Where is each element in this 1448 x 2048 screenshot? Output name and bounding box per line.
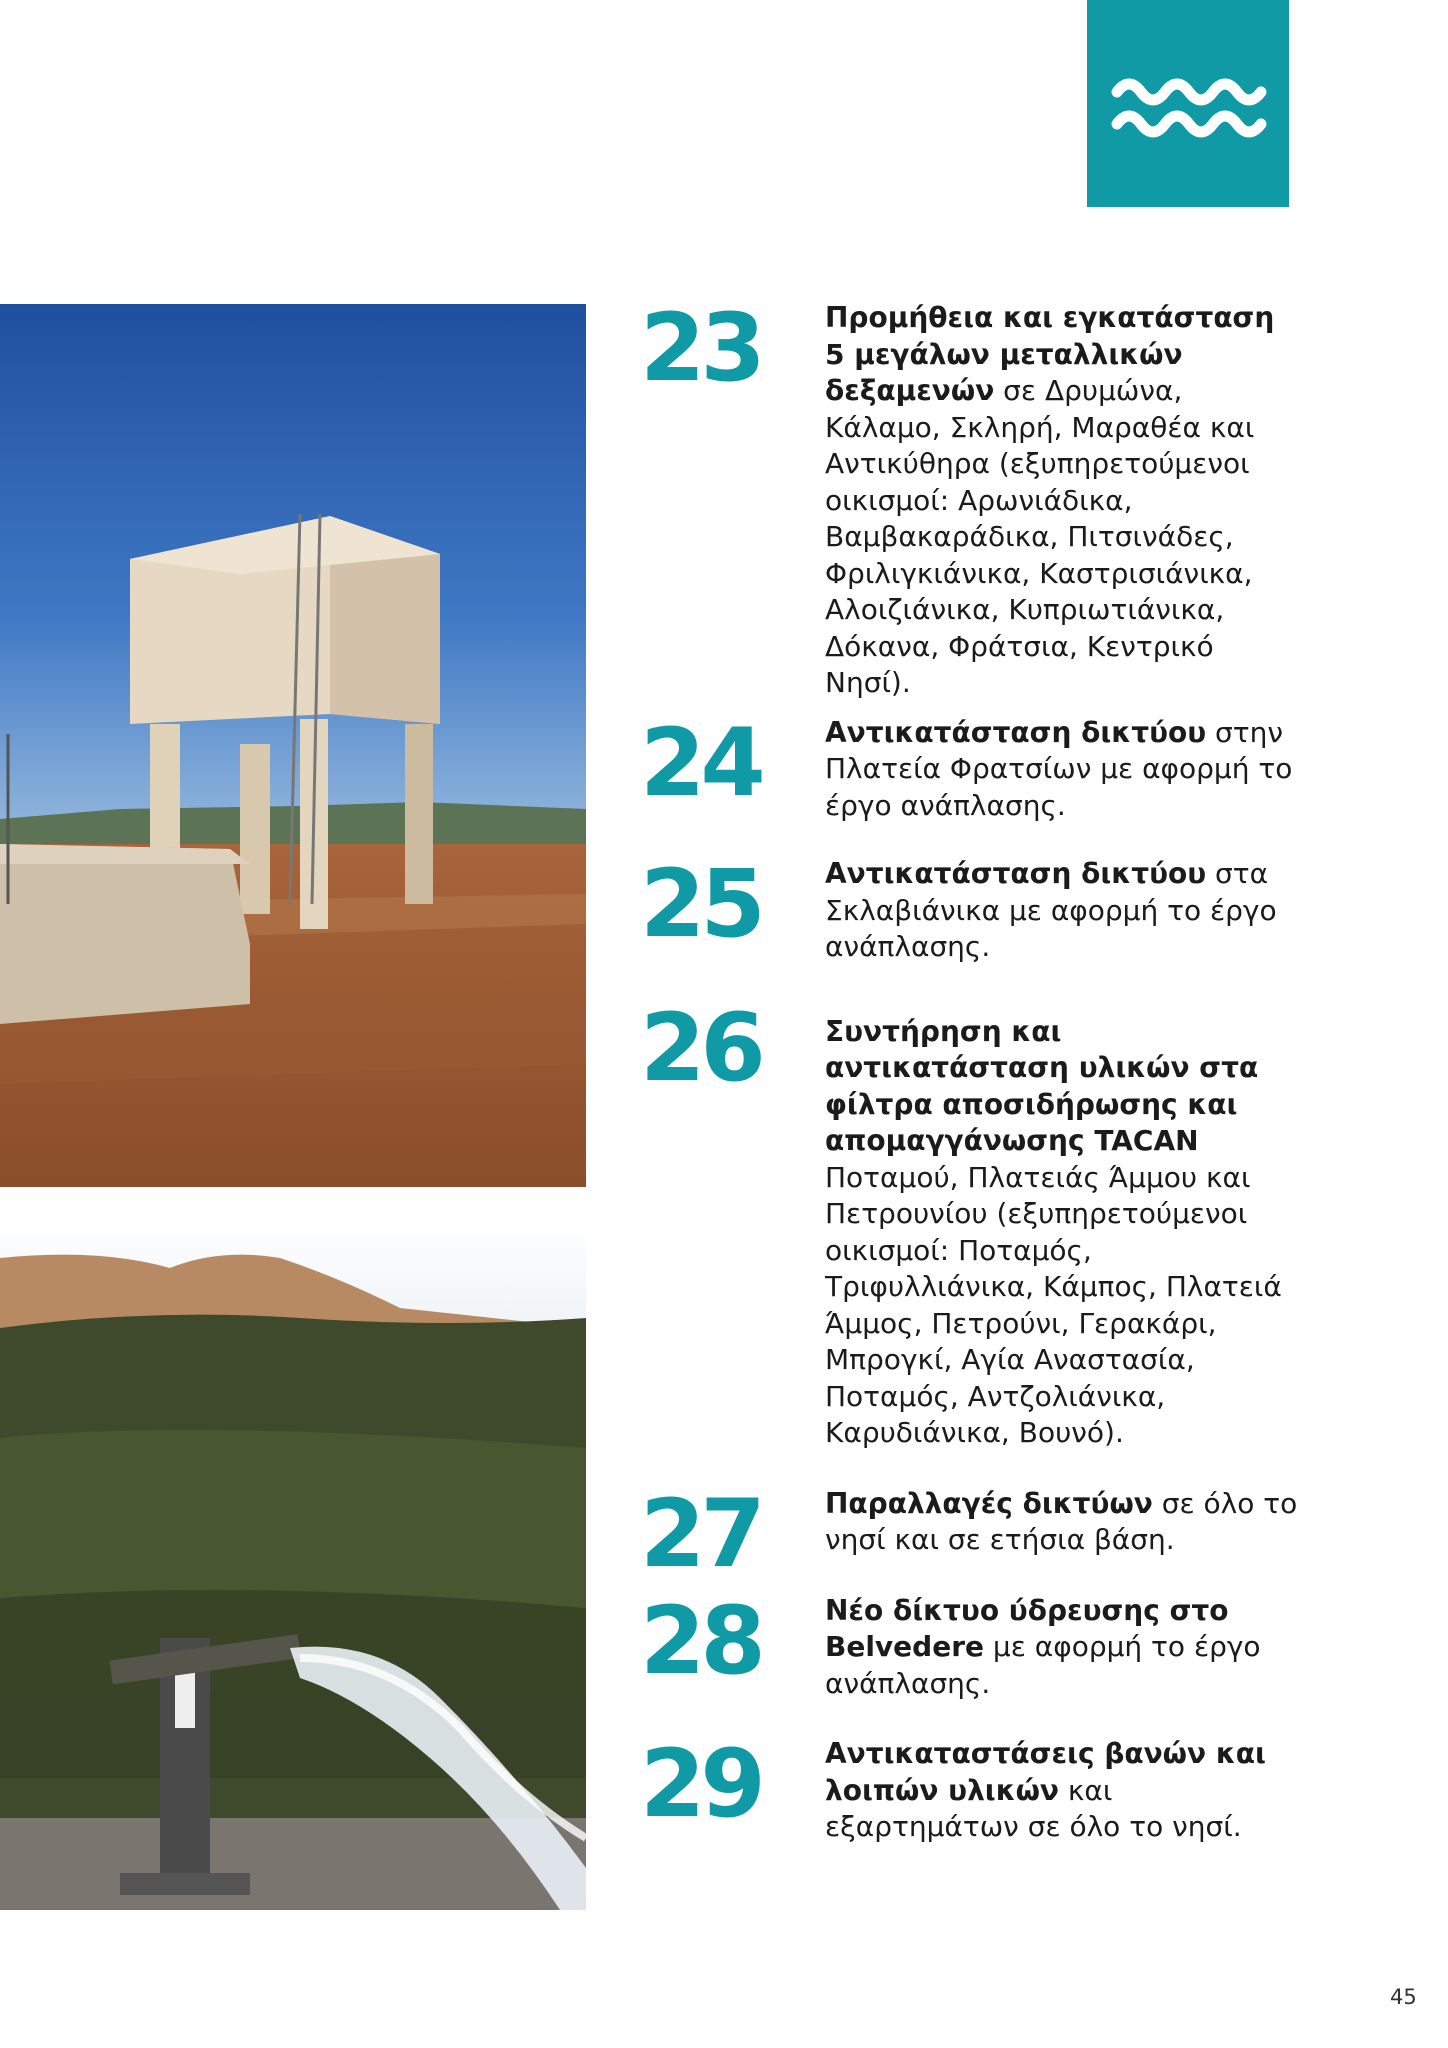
item-number: 29	[640, 1730, 761, 1839]
item-text	[825, 1000, 1300, 1452]
item-description: στα Σκλαβιάνικα με αφορμή το έργο ανάπλασης.	[825, 857, 1277, 963]
list-item	[640, 708, 1300, 825]
list-item	[640, 850, 1300, 966]
list-item	[640, 1586, 1300, 1703]
item-title: Νέο δίκτυο ύδρευσης στο Belvedere	[825, 1593, 1229, 1663]
item-description: σε όλο το νησί και σε ετήσια βάση.	[825, 1486, 1298, 1556]
item-title: Αντικαταστάσεις βανών και λοιπών υλικών	[825, 1737, 1266, 1807]
page-number: 45	[1390, 1985, 1417, 2009]
logo-badge	[1087, 0, 1289, 207]
list-item	[640, 1730, 1300, 1846]
item-text	[825, 300, 1300, 702]
item-description: με αφορμή το έργο ανάπλασης.	[825, 1630, 1261, 1700]
item-description: και εξαρτημάτων σε όλο το νησί.	[825, 1773, 1242, 1843]
water-pump-photo	[0, 1218, 586, 1910]
item-text	[825, 1593, 1300, 1703]
item-description: σε Δρυμώνα, Κάλαμο, Σκληρή, Μαραθέα και Αντικύθηρα (εξυπηρετούμενοι οικισμοί: Αρωνιάδικα, Βαμβακαράδικα, Πιτσινάδες, Φριλιγκιάνικα, Καστρισιάνικα, Αλοιζιάνικα, Κυπριωτιάνικα, Δόκανα, Φράτσια, Κεντρικό Νησί).	[825, 374, 1255, 699]
item-number: 24	[640, 708, 761, 818]
item-title: Συντήρηση και αντικατάσταση υλικών στα φίλτρα αποσιδήρωσης και απομαγγάνωσης TACAN	[825, 1014, 1259, 1157]
item-title: Αντικατάσταση δικτύου	[825, 715, 1207, 749]
water-tank-photo	[0, 304, 586, 1187]
item-text	[825, 715, 1300, 825]
list-item	[640, 294, 1300, 702]
item-title: Παραλλαγές δικτύων	[825, 1486, 1153, 1520]
list-item	[640, 1479, 1300, 1589]
item-text	[825, 1736, 1300, 1846]
item-title: Αντικατάσταση δικτύου	[825, 857, 1207, 890]
list-item	[640, 993, 1300, 1452]
item-number: 25	[640, 850, 761, 959]
item-description: Ποταμού, Πλατειάς Άμμου και Πετρουνίου (εξυπηρετούμενοι οικισμοί: Ποταμός, Τριφυλλιάνικα, Κάμπος, Πλατειά Άμμος, Πετρούνι, Γερακάρι, Μπρογκί, Αγία Αναστασία, Ποταμός, Αντζολιάνικα, Καρυδιάνικα, Βουνό).	[825, 1160, 1282, 1449]
item-description: στην Πλατεία Φρατσίων με αφορμή το έργο ανάπλασης.	[825, 715, 1293, 822]
water-waves-icon	[1087, 0, 1289, 207]
item-title: Προμήθεια και εγκατάσταση 5 μεγάλων μεταλλικών δεξαμενών	[825, 301, 1275, 407]
item-number: 26	[640, 993, 761, 1103]
item-text	[825, 856, 1300, 966]
item-number: 23	[640, 294, 761, 403]
item-number: 27	[640, 1479, 761, 1589]
item-text	[825, 1486, 1300, 1559]
works-list	[640, 294, 1300, 1846]
item-number: 28	[640, 1586, 761, 1696]
